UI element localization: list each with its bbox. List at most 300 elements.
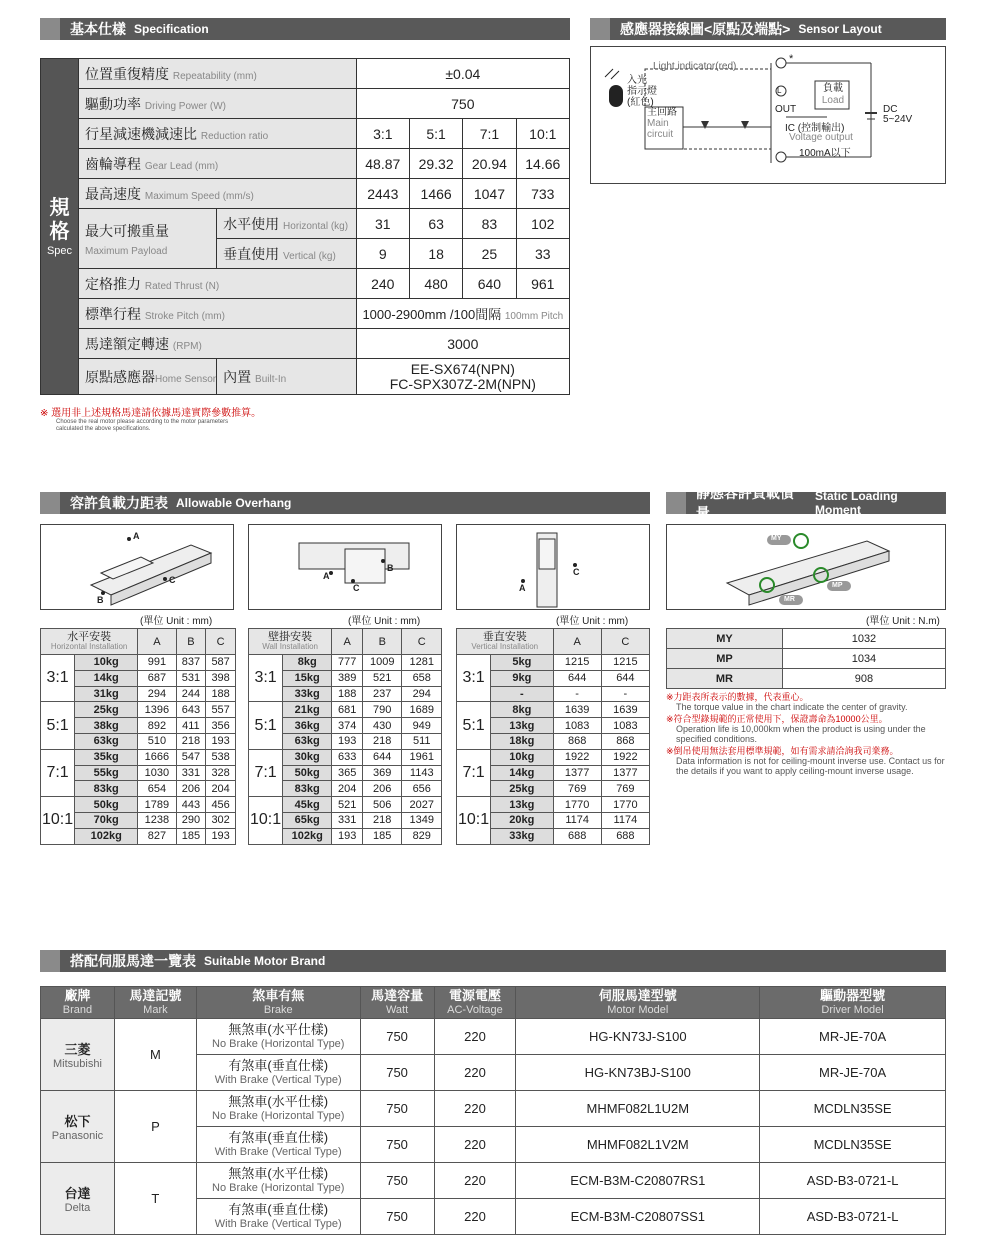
note-red-line: ※倒吊使用無法套用標準規範，如有需求請洽詢我司業務。 (666, 746, 899, 756)
thrust-cell: 480 (409, 269, 462, 299)
table-row (249, 797, 442, 813)
value-cell: 1922 (553, 749, 601, 765)
value-cell: 218 (362, 733, 402, 749)
voltage-cell: 220 (434, 1163, 516, 1199)
value-cell: 185 (176, 828, 206, 844)
value-cell: 1215 (553, 655, 601, 671)
value-cell: 374 (332, 718, 363, 734)
ic-label: IC (控制輸出) (785, 123, 845, 134)
voltage-cell: 220 (434, 1055, 516, 1091)
repeatability-value: ±0.04 (356, 59, 569, 89)
value-cell: 654 (138, 781, 176, 797)
value-cell: 827 (138, 828, 176, 844)
motor-table (40, 986, 946, 1235)
value-cell: 521 (332, 797, 363, 813)
dc-label: DC 5~24V (883, 104, 913, 125)
value-cell: 1009 (362, 655, 402, 671)
install-title: 壁掛安裝 Wall Installation (249, 629, 332, 655)
value-cell: 328 (206, 765, 236, 781)
thrust-cell: 961 (516, 269, 569, 299)
vertical-overhang-table (456, 628, 650, 845)
ratio-cell: 10:1 (516, 119, 569, 149)
value-cell: 547 (176, 749, 206, 765)
note-en-line: Data information is not for ceiling-mount inverse use. Contact us for the details if you want to apply ceiling-mount inverse usage. (676, 756, 945, 776)
value-cell: 1770 (553, 797, 601, 813)
value-cell: 1281 (402, 655, 442, 671)
ratio-cell: 7:1 (41, 749, 75, 796)
ratio-cell: 7:1 (463, 119, 516, 149)
unit-label: (單位 Unit : mm) (348, 616, 421, 627)
payload-cell: 25kg (491, 781, 553, 797)
value-cell: 868 (601, 733, 649, 749)
column-header: C (402, 629, 442, 655)
value-cell: 389 (332, 670, 363, 686)
payload-cell: 8kg (283, 655, 332, 671)
value-cell: 244 (176, 686, 206, 702)
l-terminal-label: L (777, 86, 782, 95)
value-cell: 237 (362, 686, 402, 702)
ratio-cell: 3:1 (356, 119, 409, 149)
value-cell: - (553, 686, 601, 702)
column-header: B (176, 629, 206, 655)
value-cell: 587 (206, 655, 236, 671)
motor-model-cell: HG-KN73J-S100 (516, 1019, 760, 1055)
ratio-cell: 3:1 (41, 655, 75, 702)
motor-column-header: 伺服馬達型號 Motor Model (516, 987, 760, 1019)
value-cell: 769 (553, 781, 601, 797)
value-cell: 369 (362, 765, 402, 781)
unit-label: (單位 Unit : N.m) (866, 616, 940, 627)
value-cell: 331 (332, 812, 363, 828)
value-cell: 294 (402, 686, 442, 702)
table-row (667, 669, 946, 689)
label-mr: MR (784, 596, 795, 603)
spec-table (40, 58, 570, 395)
moment-name: MR (667, 669, 783, 689)
value-cell: 1639 (553, 702, 601, 718)
value-cell: 837 (176, 655, 206, 671)
unit-label: (單位 Unit : mm) (556, 616, 629, 627)
horizontal-overhang-table (40, 628, 236, 845)
driver-model-cell: MR-JE-70A (760, 1055, 946, 1091)
lead-cell: 48.87 (356, 149, 409, 179)
table-row (41, 702, 236, 718)
table-row (41, 1091, 946, 1127)
driver-model-cell: MR-JE-70A (760, 1019, 946, 1055)
watt-cell: 750 (360, 1091, 434, 1127)
watt-cell: 750 (360, 1199, 434, 1235)
payload-horizontal-label: 水平使用 Horizontal (kg) (217, 209, 357, 239)
payload-cell: 102kg (283, 828, 332, 844)
motor-column-header: 煞車有無 Brake (196, 987, 360, 1019)
payload-cell: 13kg (491, 797, 553, 813)
motor-column-header: 電源電壓 AC-Voltage (434, 987, 516, 1019)
payload-label: 最大可搬重量 Maximum Payload (79, 209, 217, 269)
rpm-value: 3000 (356, 329, 569, 359)
payload-cell: 13kg (491, 718, 553, 734)
spec-side-label: 規格 Spec (41, 59, 79, 395)
out-label: OUT (775, 104, 797, 115)
value-cell: 1961 (402, 749, 442, 765)
table-row (249, 749, 442, 765)
payload-cell: 63kg (283, 733, 332, 749)
brand-cell: 松下 Panasonic (41, 1091, 115, 1163)
voltage-output-label: Voltage output (789, 132, 853, 143)
value-cell: 777 (332, 655, 363, 671)
table-row (667, 629, 946, 649)
speed-cell: 733 (516, 179, 569, 209)
power-label: 驅動功率 Driving Power (W) (79, 89, 357, 119)
value-cell: 1174 (601, 812, 649, 828)
thrust-cell: 240 (356, 269, 409, 299)
motor-model-cell: MHMF082L1U2M (516, 1091, 760, 1127)
driver-model-cell: MCDLN35SE (760, 1127, 946, 1163)
driver-model-cell: ASD-B3-0721-L (760, 1199, 946, 1235)
install-title: 垂直安裝 Vertical Installation (457, 629, 554, 655)
stroke-value: 1000-2900mm /100間隔 100mm Pitch (356, 299, 569, 329)
moment-diagram (666, 524, 946, 610)
column-header: A (332, 629, 363, 655)
thrust-cell: 640 (463, 269, 516, 299)
value-cell: 193 (332, 733, 363, 749)
value-cell: 687 (138, 670, 176, 686)
brake-cell: 有煞車(垂直仕樣) With Brake (Vertical Type) (196, 1055, 360, 1091)
value-cell: 218 (176, 733, 206, 749)
watt-cell: 750 (360, 1127, 434, 1163)
value-cell: 949 (402, 718, 442, 734)
value-cell: 193 (332, 828, 363, 844)
spec-section-header: 基本仕樣 Specification (40, 18, 570, 40)
value-cell: 443 (176, 797, 206, 813)
lead-cell: 20.94 (463, 149, 516, 179)
main-circuit-label: 主回路 Main circuit (647, 107, 677, 140)
motor-column-header: 馬達容量 Watt (360, 987, 434, 1019)
note-red-line: ※力距表所表示的數據，代表重心。 (666, 692, 809, 702)
mark-cell: P (114, 1091, 196, 1163)
driver-model-cell: MCDLN35SE (760, 1091, 946, 1127)
table-row (457, 702, 650, 718)
value-cell: 331 (176, 765, 206, 781)
value-cell: 1377 (601, 765, 649, 781)
driver-model-cell: ASD-B3-0721-L (760, 1163, 946, 1199)
payload-cell: - (491, 686, 553, 702)
value-cell: 204 (332, 781, 363, 797)
value-cell: 204 (206, 781, 236, 797)
install-title: 水平安裝 Horizontal Installation (41, 629, 138, 655)
lead-cell: 14.66 (516, 149, 569, 179)
brake-cell: 無煞車(水平仕樣) No Brake (Horizontal Type) (196, 1091, 360, 1127)
thrust-label: 定格推力 Rated Thrust (N) (79, 269, 357, 299)
value-cell: 633 (332, 749, 363, 765)
value-cell: 356 (206, 718, 236, 734)
value-cell: 868 (553, 733, 601, 749)
payload-cell: 14kg (491, 765, 553, 781)
payload-cell: 9kg (491, 670, 553, 686)
value-cell: 892 (138, 718, 176, 734)
moment-value: 1032 (782, 629, 945, 649)
payload-cell: 33kg (491, 828, 553, 844)
value-cell: 193 (206, 733, 236, 749)
payload-cell: 33kg (283, 686, 332, 702)
light-indicator-label: Light indicator(red) (653, 61, 737, 72)
letter-a: A (519, 583, 526, 593)
value-cell: 185 (362, 828, 402, 844)
value-cell: 1377 (553, 765, 601, 781)
label-mp: MP (832, 582, 843, 589)
payload-cell: 38kg (75, 718, 138, 734)
value-cell: 1770 (601, 797, 649, 813)
static-section-header: 靜態容許負載慣量 Static Loading Moment (666, 492, 946, 514)
unit-label: (單位 Unit : mm) (140, 616, 213, 627)
value-cell: 1789 (138, 797, 176, 813)
ratio-label: 行星減速機減速比 Reduction ratio (79, 119, 357, 149)
table-row (41, 749, 236, 765)
value-cell: 2027 (402, 797, 442, 813)
value-cell: 302 (206, 812, 236, 828)
value-cell: 206 (362, 781, 402, 797)
payload-h-cell: 83 (463, 209, 516, 239)
stroke-label: 標準行程 Stroke Pitch (mm) (79, 299, 357, 329)
value-cell: 643 (176, 702, 206, 718)
payload-cell: 70kg (75, 812, 138, 828)
column-header: C (601, 629, 649, 655)
watt-cell: 750 (360, 1055, 434, 1091)
payload-cell: 50kg (283, 765, 332, 781)
spec-note: ※ 選用非上述規格馬達請依據馬達實際參數推算。 Choose the real motor please according to the motor parameters calculated the above specifications. (40, 408, 262, 432)
column-header: B (362, 629, 402, 655)
payload-cell: 83kg (283, 781, 332, 797)
payload-cell: 20kg (491, 812, 553, 828)
current-limit-label: 100mA以下 (799, 148, 851, 159)
value-cell: 188 (206, 686, 236, 702)
letter-b: B (387, 563, 394, 573)
table-row (41, 797, 236, 813)
value-cell: 521 (362, 670, 402, 686)
value-cell: 510 (138, 733, 176, 749)
payload-cell: 83kg (75, 781, 138, 797)
value-cell: 531 (176, 670, 206, 686)
value-cell: 644 (362, 749, 402, 765)
value-cell: 430 (362, 718, 402, 734)
home-sensor-label: 原點感應器Home Sensor (79, 359, 217, 395)
value-cell: 511 (402, 733, 442, 749)
brake-cell: 有煞車(垂直仕樣) With Brake (Vertical Type) (196, 1127, 360, 1163)
ratio-cell: 5:1 (457, 702, 491, 749)
letter-a: A (323, 571, 330, 581)
table-row (457, 655, 650, 671)
home-builtin-label: 內置 Built-In (217, 359, 357, 395)
motor-model-cell: ECM-B3M-C20807SS1 (516, 1199, 760, 1235)
table-row (249, 655, 442, 671)
payload-cell: 25kg (75, 702, 138, 718)
payload-h-cell: 102 (516, 209, 569, 239)
in-light-label: 入光 指示燈 (紅色) (627, 75, 657, 108)
value-cell: 1215 (601, 655, 649, 671)
value-cell: 1666 (138, 749, 176, 765)
payload-cell: 8kg (491, 702, 553, 718)
value-cell: 658 (402, 670, 442, 686)
value-cell: 365 (332, 765, 363, 781)
moment-value: 1034 (782, 649, 945, 669)
value-cell: 1083 (553, 718, 601, 734)
value-cell: 206 (176, 781, 206, 797)
value-cell: 644 (601, 670, 649, 686)
star-mark: * (789, 53, 794, 65)
lead-label: 齒輪導程 Gear Lead (mm) (79, 149, 357, 179)
value-cell: 188 (332, 686, 363, 702)
motor-column-header: 廠牌 Brand (41, 987, 115, 1019)
payload-v-cell: 33 (516, 239, 569, 269)
payload-h-cell: 31 (356, 209, 409, 239)
speed-cell: 1466 (409, 179, 462, 209)
value-cell: 1689 (402, 702, 442, 718)
speed-cell: 2443 (356, 179, 409, 209)
rpm-label: 馬達額定轉速 (RPM) (79, 329, 357, 359)
value-cell: 681 (332, 702, 363, 718)
value-cell: 1030 (138, 765, 176, 781)
table-row (41, 1163, 946, 1199)
ratio-cell: 10:1 (457, 797, 491, 844)
watt-cell: 750 (360, 1163, 434, 1199)
letter-a: A (133, 531, 140, 541)
value-cell: 1238 (138, 812, 176, 828)
motor-model-cell: MHMF082L1V2M (516, 1127, 760, 1163)
value-cell: - (601, 686, 649, 702)
repeatability-label: 位置重復精度 Repeatability (mm) (79, 59, 357, 89)
value-cell: 506 (362, 797, 402, 813)
power-value: 750 (356, 89, 569, 119)
ratio-cell: 5:1 (409, 119, 462, 149)
column-header: A (553, 629, 601, 655)
value-cell: 538 (206, 749, 236, 765)
moment-name: MY (667, 629, 783, 649)
value-cell: 1143 (402, 765, 442, 781)
value-cell: 769 (601, 781, 649, 797)
value-cell: 290 (176, 812, 206, 828)
ratio-cell: 5:1 (41, 702, 75, 749)
moment-name: MP (667, 649, 783, 669)
brake-cell: 無煞車(水平仕樣) No Brake (Horizontal Type) (196, 1019, 360, 1055)
voltage-cell: 220 (434, 1019, 516, 1055)
label-my: MY (771, 535, 782, 542)
speed-cell: 1047 (463, 179, 516, 209)
payload-cell: 15kg (283, 670, 332, 686)
overhang-section-header: 容許負載力距表 Allowable Overhang (40, 492, 650, 514)
brake-cell: 有煞車(垂直仕樣) With Brake (Vertical Type) (196, 1199, 360, 1235)
voltage-cell: 220 (434, 1091, 516, 1127)
payload-cell: 65kg (283, 812, 332, 828)
payload-cell: 50kg (75, 797, 138, 813)
value-cell: 991 (138, 655, 176, 671)
table-row (457, 797, 650, 813)
value-cell: 1349 (402, 812, 442, 828)
table-row (41, 655, 236, 671)
letter-c: C (169, 575, 176, 585)
value-cell: 218 (362, 812, 402, 828)
wall-overhang-table (248, 628, 442, 845)
ratio-cell: 7:1 (249, 749, 283, 796)
ratio-cell: 5:1 (249, 702, 283, 749)
static-notes (666, 692, 948, 778)
load-label: 負載 Load (821, 83, 845, 106)
lead-cell: 29.32 (409, 149, 462, 179)
payload-v-cell: 9 (356, 239, 409, 269)
motor-model-cell: HG-KN73BJ-S100 (516, 1055, 760, 1091)
table-row (457, 749, 650, 765)
payload-cell: 5kg (491, 655, 553, 671)
value-cell: 1083 (601, 718, 649, 734)
brand-cell: 三菱 Mitsubishi (41, 1019, 115, 1091)
voltage-cell: 220 (434, 1199, 516, 1235)
payload-cell: 35kg (75, 749, 138, 765)
voltage-cell: 220 (434, 1127, 516, 1163)
home-sensor-value: EE-SX674(NPN) FC-SPX307Z-2M(NPN) (356, 359, 569, 395)
payload-cell: 36kg (283, 718, 332, 734)
column-header: C (206, 629, 236, 655)
value-cell: 644 (553, 670, 601, 686)
value-cell: 1639 (601, 702, 649, 718)
payload-v-cell: 25 (463, 239, 516, 269)
letter-c: C (573, 567, 580, 577)
value-cell: 790 (362, 702, 402, 718)
speed-label: 最高速度 Maximum Speed (mm/s) (79, 179, 357, 209)
note-red-line: ※符合型錄規範的正常使用下，保證壽命為10000公里。 (666, 714, 888, 724)
value-cell: 398 (206, 670, 236, 686)
value-cell: 656 (402, 781, 442, 797)
value-cell: 193 (206, 828, 236, 844)
brand-cell: 台達 Delta (41, 1163, 115, 1235)
letter-b: B (97, 595, 104, 605)
value-cell: 411 (176, 718, 206, 734)
payload-cell: 55kg (75, 765, 138, 781)
column-header: A (138, 629, 176, 655)
value-cell: 456 (206, 797, 236, 813)
payload-cell: 21kg (283, 702, 332, 718)
vertical-diagram (456, 524, 650, 610)
mark-cell: M (114, 1019, 196, 1091)
payload-v-cell: 18 (409, 239, 462, 269)
table-row (41, 1019, 946, 1055)
sensor-section-header: 感應器接線圖<原點及端點> Sensor Layout (590, 18, 946, 40)
value-cell: 1396 (138, 702, 176, 718)
payload-cell: 45kg (283, 797, 332, 813)
ratio-cell: 10:1 (41, 797, 75, 844)
mark-cell: T (114, 1163, 196, 1235)
ratio-cell: 7:1 (457, 749, 491, 796)
ratio-cell: 10:1 (249, 797, 283, 844)
payload-cell: 18kg (491, 733, 553, 749)
static-moment-table (666, 628, 946, 689)
ratio-cell: 3:1 (249, 655, 283, 702)
payload-cell: 63kg (75, 733, 138, 749)
value-cell: 557 (206, 702, 236, 718)
payload-vertical-label: 垂直使用 Vertical (kg) (217, 239, 357, 269)
value-cell: 294 (138, 686, 176, 702)
payload-cell: 31kg (75, 686, 138, 702)
value-cell: 1922 (601, 749, 649, 765)
motor-column-header: 馬達記號 Mark (114, 987, 196, 1019)
moment-value: 908 (782, 669, 945, 689)
payload-cell: 10kg (75, 655, 138, 671)
payload-cell: 10kg (491, 749, 553, 765)
letter-c: C (353, 583, 360, 593)
note-en-line: The torque value in the chart indicate the center of gravity. (676, 702, 908, 712)
value-cell: 1174 (553, 812, 601, 828)
value-cell: 688 (553, 828, 601, 844)
sensor-diagram (590, 46, 946, 184)
payload-h-cell: 63 (409, 209, 462, 239)
motor-section-header: 搭配伺服馬達一覽表 Suitable Motor Brand (40, 950, 946, 972)
